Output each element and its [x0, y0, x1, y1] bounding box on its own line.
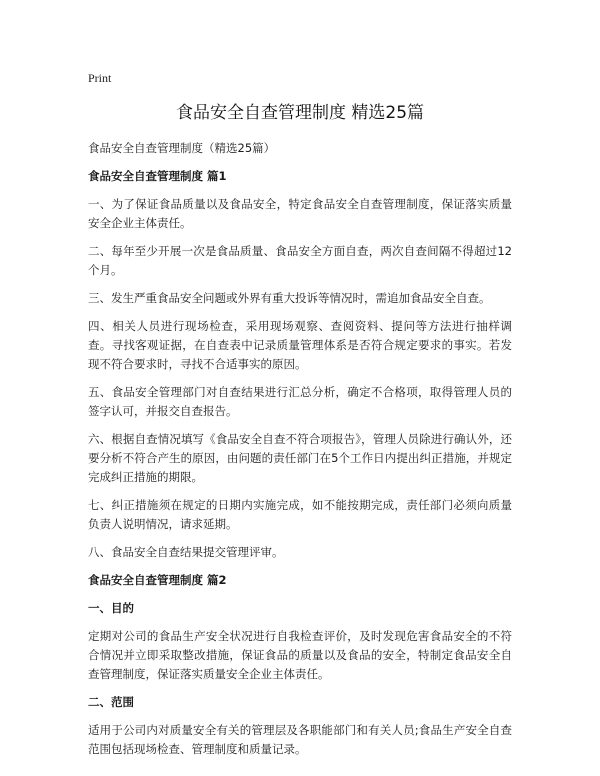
- part1-paragraph-6: 六、根据自查情况填写《食品安全自查不符合项报告》，管理人员除进行确认外，还要分析不符合产生的原因，由问题的责任部门在5个工作日内提出纠正措施，并规定完成纠正措施的期限。: [88, 432, 512, 484]
- part1-paragraph-7: 七、纠正措施须在规定的日期内实施完成，如不能按期完成，责任部门必须向质量负责人说明情况，请求延期。: [88, 498, 512, 531]
- part1-paragraph-1: 一、为了保证食品质量以及食品安全，特定食品安全自查管理制度，保证落实质量安全企业主体责任。: [88, 197, 512, 230]
- part1-paragraph-2: 二、每年至少开展一次是食品质量、食品安全方面自查，两次自查间隔不得超过12个月。: [88, 244, 512, 277]
- part2-section1-heading: 一、目的: [88, 601, 134, 615]
- document-title: 食品安全自查管理制度 精选25篇: [175, 103, 425, 123]
- part1-paragraph-8: 八、食品安全自查结果提交管理评审。: [88, 545, 284, 559]
- part2-section2-heading: 二、范围: [88, 695, 134, 709]
- print-link[interactable]: Print: [88, 71, 112, 85]
- document-subtitle: 食品安全自查管理制度（精选25篇）: [88, 141, 276, 155]
- part2-heading: 食品安全自查管理制度 篇2: [88, 573, 227, 587]
- part1-paragraph-5: 五、食品安全管理部门对自查结果进行汇总分析，确定不合格项，取得管理人员的签字认可，并报交自查报告。: [88, 385, 512, 418]
- part2-section2-text: 适用于公司内对质量安全有关的管理层及各职能部门和有关人员;食品生产安全自查范围包括现场检查、管理制度和质量记录。: [88, 723, 512, 756]
- part1-paragraph-4: 四、相关人员进行现场检查，采用现场观察、查阅资料、提问等方法进行抽样调查。寻找客观证据，在自查表中记录质量管理体系是否符合规定要求的事实。若发现不符合要求时，寻找不合适事实的原因。: [88, 319, 512, 371]
- part2-section1-text: 定期对公司的食品生产安全状况进行自我检查评价，及时发现危害食品安全的不符合情况并立即采取整改措施，保证食品的质量以及食品的安全，特制定食品安全自查管理制度，保证落实质量安全企业主体责任。: [88, 629, 512, 681]
- part1-heading: 食品安全自查管理制度 篇1: [88, 169, 227, 183]
- part1-paragraph-3: 三、发生严重食品安全问题或外界有重大投诉等情况时，需追加食品安全自查。: [88, 291, 491, 305]
